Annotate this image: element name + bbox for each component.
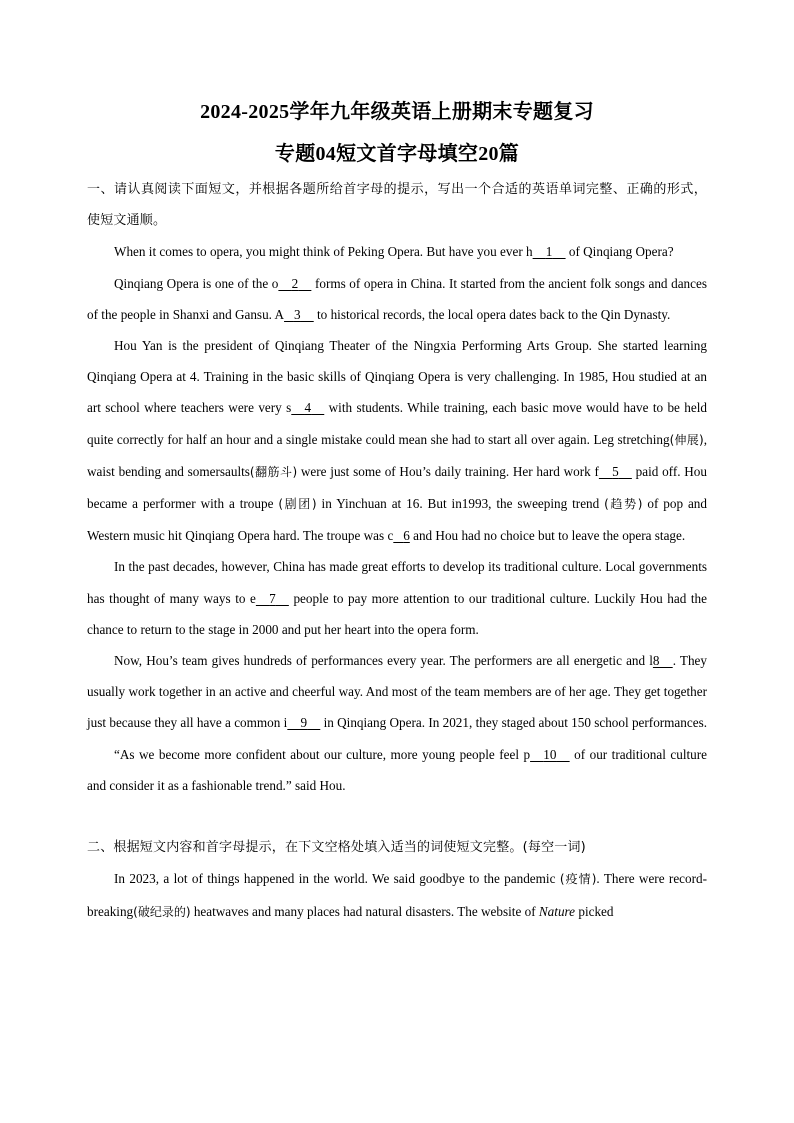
- section1-paragraph-3: Hou Yan is the president of Qinqiang Theater of the Ningxia Performing Arts Group. She started learning Qinqiang Opera at 4. Training in the basic skills of Qinqiang Opera is very challenging. In 1985, Hou studied at an art school where teachers were very s 4 with students. While training, each basic move would have to be held quite correctly for half an hour and a single mistake could mean she had to start all over again. Leg stretching(伸展), waist bending and somersaults(翻筋斗) were just some of Hou’s daily training. Her hard work f 5 paid off. Hou became a performer with a troupe (剧团) in Yinchuan at 16. But in1993, the sweeping trend (趋势) of pop and Western music hit Qinqiang Opera hard. The troupe was c 6 and Hou had no choice but to leave the opera stage.: [87, 330, 707, 551]
- section1-paragraph-6: “As we become more confident about our culture, more young people feel p 10 of our traditional culture and consider it as a fashionable trend.” said Hou.: [87, 739, 707, 801]
- blank-3[interactable]: 3: [293, 306, 301, 322]
- section1-instruction: 一、请认真阅读下面短文，并根据各题所给首字母的提示，写出一个合适的英语单词完整、正确的形式，使短文通顺。: [87, 182, 707, 229]
- section2-paragraph-1: In 2023, a lot of things happened in the world. We said goodbye to the pandemic (疫情). There were record-breaking(破纪录的) heatwaves and many places had natural disasters. The website of Nature picked: [87, 871, 707, 919]
- section1-paragraph-1: When it comes to opera, you might think of Peking Opera. But have you ever h 1 of Qinqiang Opera?: [87, 236, 707, 267]
- document-title: 2024-2025学年九年级英语上册期末专题复习: [200, 101, 594, 123]
- blank-8[interactable]: 8: [652, 653, 660, 669]
- blank-10[interactable]: 10: [543, 746, 557, 762]
- section1-paragraph-5: Now, Hou’s team gives hundreds of performances every year. The performers are all energetic and l8 . They usually work together in an active and cheerful way. And most of the team members are of her age. They get together just because they all have a common i 9 in Qinqiang Opera. In 2021, they staged about 150 school performances.: [87, 645, 707, 739]
- blank-7[interactable]: 7: [269, 590, 276, 606]
- section1-paragraph-2: Qinqiang Opera is one of the o 2 forms of opera in China. It started from the ancient folk songs and dances of the people in Shanxi and Gansu. A 3 to historical records, the local opera dates back to the Qin Dynasty.: [87, 268, 707, 330]
- section-spacer: [87, 801, 707, 832]
- blank-1[interactable]: 1: [545, 244, 553, 260]
- blank-9[interactable]: 9: [300, 715, 308, 731]
- blank-6[interactable]: 6: [403, 528, 410, 544]
- section1-paragraph-4: In the past decades, however, China has made great efforts to develop its traditional culture. Local governments has thought of many ways to e 7 people to pay more attention to our traditional culture. Luckily Hou had the chance to return to the stage in 2000 and put her heart into the opera form.: [87, 559, 707, 637]
- blank-5[interactable]: 5: [612, 463, 619, 479]
- section2-instruction: 二、根据短文内容和首字母提示，在下文空格处填入适当的词使短文完整。(每空一词): [87, 840, 586, 856]
- blank-2[interactable]: 2: [291, 275, 299, 291]
- document-body: [87, 174, 707, 928]
- blank-4[interactable]: 4: [304, 400, 312, 416]
- document-subtitle: 专题04短文首字母填空20篇: [274, 143, 520, 165]
